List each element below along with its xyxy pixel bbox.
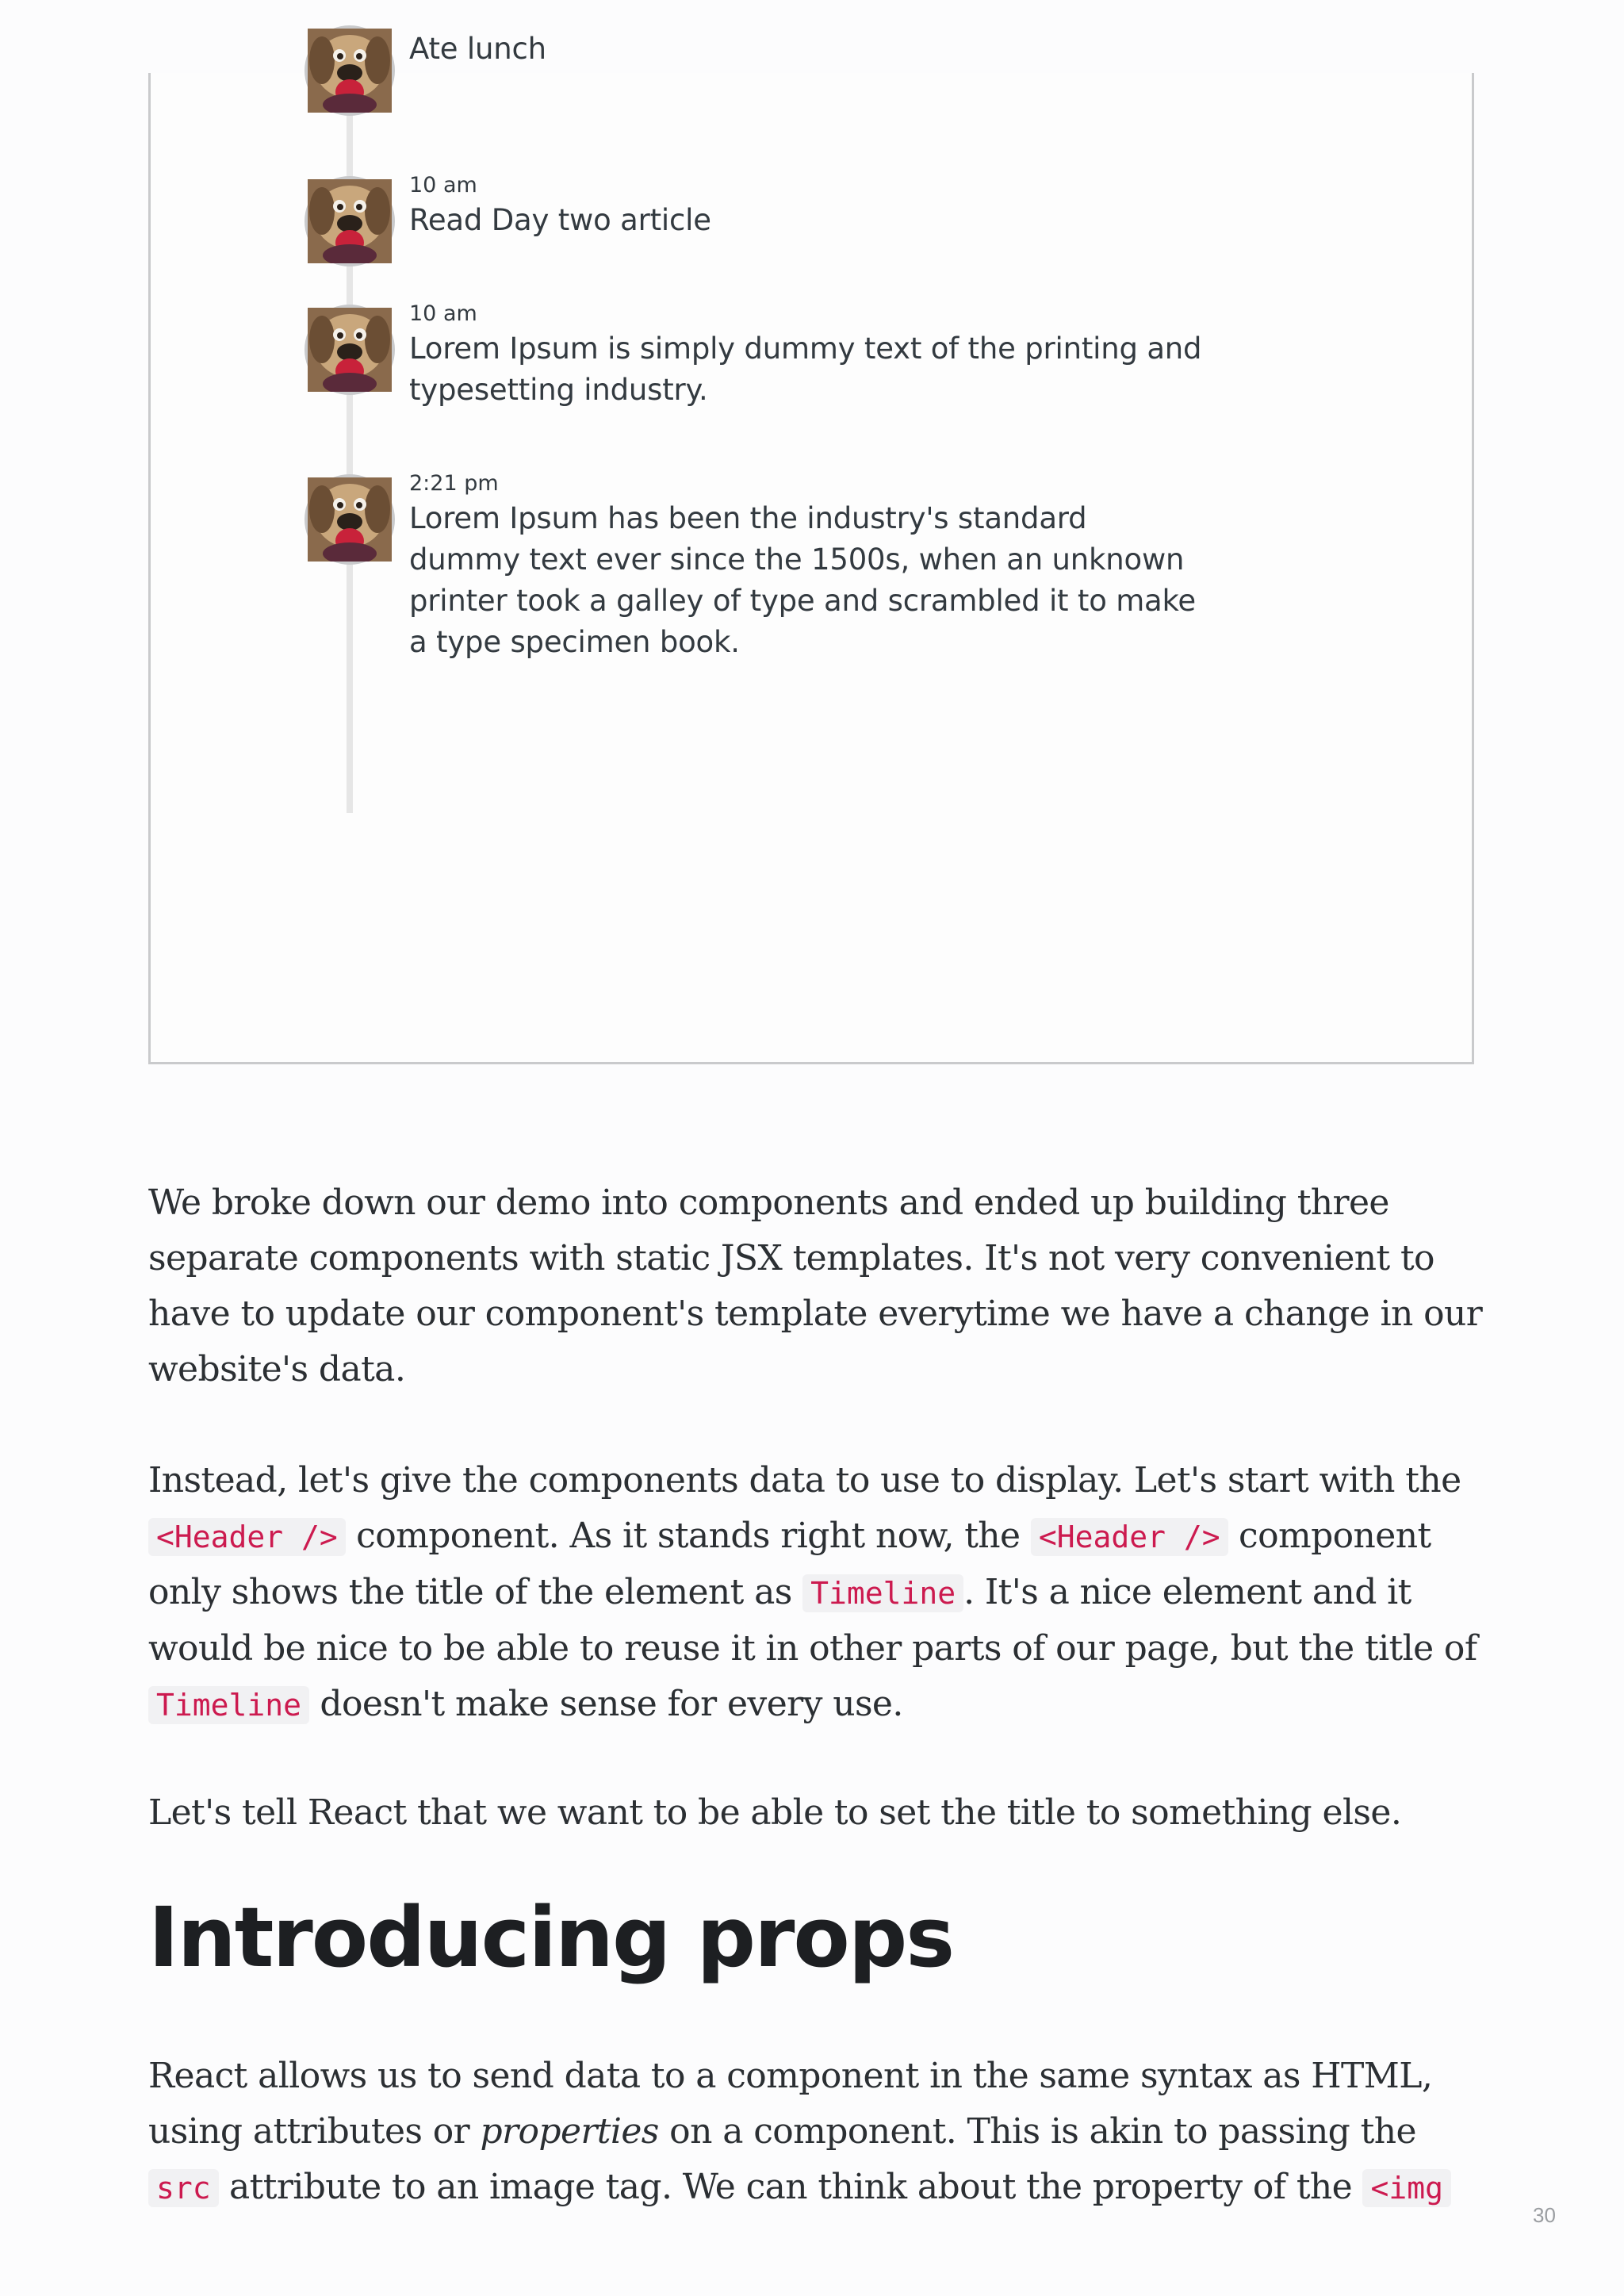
text-run: doesn't make sense for every use. [309, 1684, 903, 1724]
article-paragraph [148, 1175, 1496, 1397]
demo-frame [148, 32, 1474, 1064]
dog-avatar-icon [308, 308, 392, 392]
article-paragraph [148, 1453, 1496, 1733]
text-run: React allows us to send data to a component in the same syntax as HTML, using attributes or [148, 2056, 1433, 2152]
text-run: Instead, let's give the components data to use to display. Let's start with the [148, 1460, 1461, 1501]
section-heading: Introducing props [148, 1889, 954, 1986]
page-number: 30 [1533, 2203, 1556, 2227]
article-paragraph [148, 2049, 1496, 2216]
paragraph-text: Let's tell React that we want to be able to set the title to something else. [148, 1792, 1402, 1833]
dog-avatar-icon [308, 179, 392, 263]
paragraph-text [148, 1453, 1496, 1733]
text-run: attribute to an image tag. We can think about the property of the [218, 2167, 1363, 2207]
event-time: 2:21 pm [409, 471, 499, 496]
emphasis-text: properties [480, 2111, 659, 2152]
inline-code: Timeline [802, 1574, 963, 1612]
event-text: Lorem Ipsum has been the industry's standard dummy text ever since the 1500s, when an unknown printer took a galley of type and scrambled it to make a type specimen book. [409, 501, 1196, 659]
event-text: Ate lunch [409, 32, 546, 66]
event-text: Lorem Ipsum is simply dummy text of the printing and typesetting industry. [409, 332, 1202, 407]
text-run: on a component. This is akin to passing the [658, 2111, 1416, 2152]
dog-avatar-icon [308, 477, 392, 562]
paragraph-text: We broke down our demo into components and ended up building three separate components with static JSX templates. It's not very convenient to have to update our component's template everytime we have a change in our website's data. [148, 1182, 1483, 1389]
inline-code: Timeline [148, 1686, 309, 1724]
dog-avatar-icon [308, 29, 392, 113]
event-time: 10 am [409, 301, 477, 326]
text-run: component. As it stands right now, the [345, 1516, 1031, 1556]
article-paragraph [148, 1785, 1496, 1841]
inline-code: <img [1362, 2169, 1451, 2207]
event-time: 10 am [409, 173, 477, 197]
paragraph-text [148, 2049, 1496, 2216]
event-text: Read Day two article [409, 203, 711, 237]
text-run: . It's a nice element and it would be nice to be able to reuse it in other parts of our page, but the title of [148, 1572, 1477, 1669]
inline-code: src [148, 2169, 219, 2207]
text-run: component only shows the title of the element as [148, 1516, 1431, 1612]
inline-code: <Header /> [1031, 1518, 1228, 1556]
inline-code: <Header /> [148, 1518, 346, 1556]
